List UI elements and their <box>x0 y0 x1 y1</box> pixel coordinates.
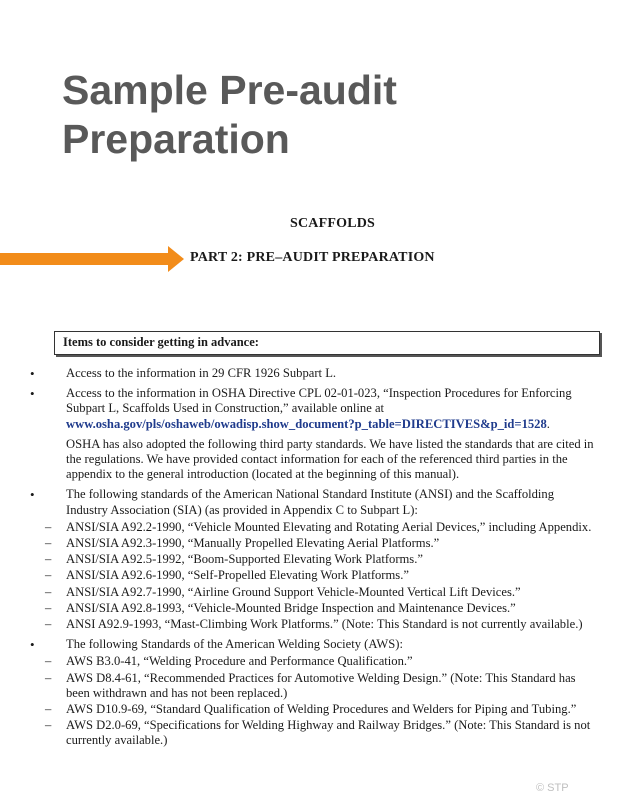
list-item <box>30 487 596 632</box>
sub-list-item <box>45 568 596 583</box>
heading-part2: PART 2: PRE–AUDIT PREPARATION <box>190 250 435 265</box>
bullet-icon: • <box>30 637 35 653</box>
sub-list-item <box>45 536 596 551</box>
sub-list-item <box>45 671 596 701</box>
heading-scaffolds: SCAFFOLDS <box>290 216 376 231</box>
sub-item-text: ANSI/SIA A92.6-1990, “Self-Propelled Elevating Work Platforms.” <box>66 568 409 583</box>
bullet-list <box>30 366 596 754</box>
list-item-text: The following Standards of the American Welding Society (AWS): <box>66 637 404 652</box>
sub-list-item <box>45 552 596 567</box>
items-box <box>54 331 600 355</box>
sub-item-text: AWS D8.4-61, “Recommended Practices for Automotive Welding Design.” (Note: This Standard has been withdrawn and has not been replaced.) <box>66 670 576 700</box>
sub-list-item <box>45 654 596 669</box>
sub-item-text: ANSI/SIA A92.5-1992, “Boom-Supported Elevating Work Platforms.” <box>66 552 423 567</box>
list-item <box>30 637 596 748</box>
copyright-footer: © STP <box>536 782 569 794</box>
sub-list-item <box>45 617 596 632</box>
list-item <box>30 386 596 482</box>
list-item-text-end: . <box>546 416 550 431</box>
slide-title: Sample Pre-audit Preparation <box>62 67 397 162</box>
sub-item-text: AWS D2.0-69, “Specifications for Welding Highway and Railway Bridges.” (Note: This Standard is not currently available.) <box>66 718 591 748</box>
third-party-paragraph: OSHA has also adopted the following third party standards. We have listed the standards that are cited in the regulations. We have provided contact information for each of the referenced third parties in the appendix to the general introduction (located at the beginning of this manual). <box>66 436 594 482</box>
dash-icon: – <box>45 568 52 583</box>
sub-item-text: ANSI/SIA A92.2-1990, “Vehicle Mounted Elevating and Rotating Aerial Devices,” including Appendix. <box>66 519 592 534</box>
sub-item-text: ANSI/SIA A92.8-1993, “Vehicle-Mounted Bridge Inspection and Maintenance Devices.” <box>66 600 516 615</box>
sub-list-item <box>45 585 596 600</box>
dash-icon: – <box>45 600 52 615</box>
bullet-icon: • <box>30 366 35 381</box>
arrow-shaft <box>0 253 168 265</box>
dash-icon: – <box>45 552 52 567</box>
sub-list-item <box>45 601 596 616</box>
sub-item-text: ANSI/SIA A92.7-1990, “Airline Ground Support Vehicle-Mounted Vertical Lift Devices.” <box>66 584 521 599</box>
list-item-text: Access to the information in 29 CFR 1926 Subpart L. <box>66 366 337 380</box>
list-item <box>30 366 596 381</box>
sub-item-text: ANSI/SIA A92.3-1990, “Manually Propelled Elevating Aerial Platforms.” <box>66 536 440 551</box>
sub-list-item <box>45 520 596 535</box>
list-item-text: The following standards of the American National Standard Institute (ANSI) and the Scaffolding Industry Association (SIA) (as provided in Appendix C to Subpart L): <box>66 487 555 517</box>
osha-directive-link[interactable]: www.osha.gov/pls/oshaweb/owadisp.show_document?p_table=DIRECTIVES&p_id=1528 <box>66 416 547 431</box>
dash-icon: – <box>45 718 52 733</box>
bullet-icon: • <box>30 487 35 503</box>
dash-icon: – <box>45 519 52 534</box>
sub-item-text: AWS D10.9-69, “Standard Qualification of Welding Procedures and Welders for Piping and Tubing.” <box>66 702 577 717</box>
dash-icon: – <box>45 536 52 551</box>
dash-icon: – <box>45 584 52 599</box>
dash-icon: – <box>45 617 52 632</box>
list-item-text: Access to the information in OSHA Directive CPL 02-01-023, “Inspection Procedures for Enforcing Subpart L, Scaffolds Used in Construction,” available online at <box>66 386 572 416</box>
dash-icon: – <box>45 670 52 685</box>
sub-list-item <box>45 718 596 748</box>
sub-list-item <box>45 702 596 717</box>
dash-icon: – <box>45 702 52 717</box>
ansi-sublist <box>45 519 596 632</box>
orange-arrow-icon <box>0 246 184 272</box>
sub-item-text: ANSI A92.9-1993, “Mast-Climbing Work Platforms.” (Note: This Standard is not currently available.) <box>66 617 583 632</box>
aws-sublist <box>45 654 596 748</box>
arrow-head <box>168 246 184 272</box>
sub-item-text: AWS B3.0-41, “Welding Procedure and Performance Qualification.” <box>66 654 413 669</box>
dash-icon: – <box>45 654 52 669</box>
bullet-icon: • <box>30 386 35 402</box>
items-box-label: Items to consider getting in advance: <box>63 335 259 349</box>
